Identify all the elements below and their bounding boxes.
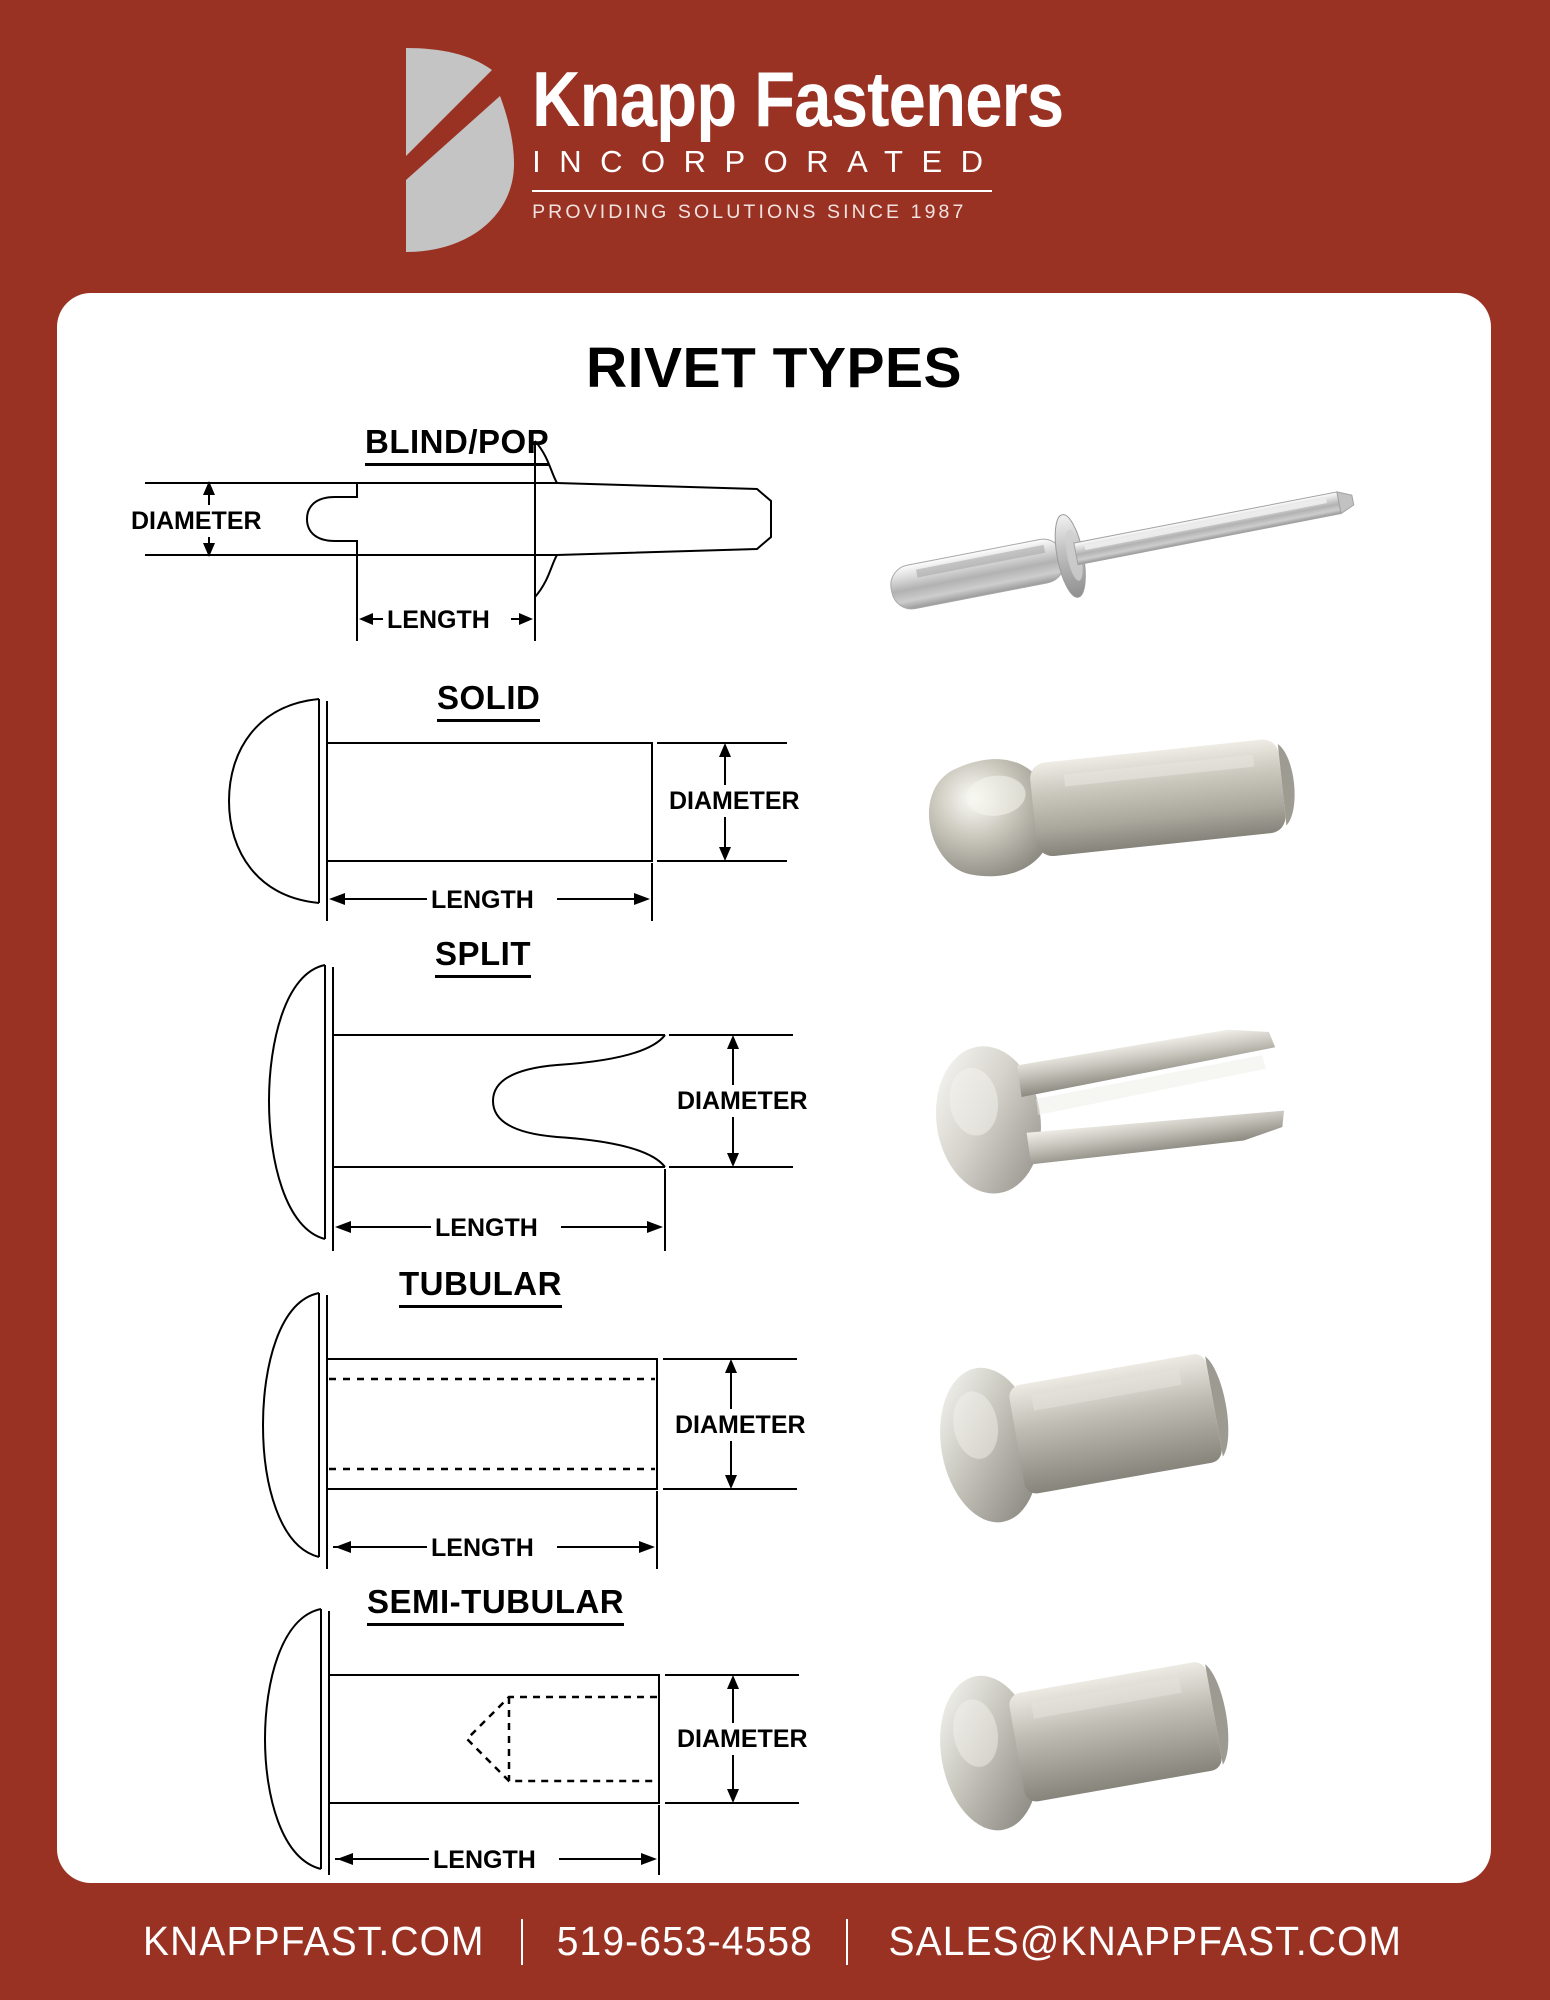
section-title-tubular: TUBULAR — [399, 1265, 562, 1308]
label-diameter-semi-tubular: DIAMETER — [677, 1725, 808, 1753]
logo-wordmark — [532, 44, 1150, 224]
section-split — [57, 935, 1491, 1261]
label-length-split: LENGTH — [435, 1214, 538, 1242]
page-footer — [0, 1883, 1550, 2000]
section-semi-tubular — [57, 1583, 1491, 1877]
label-diameter-split: DIAMETER — [677, 1087, 808, 1115]
label-diameter-blind-pop: DIAMETER — [131, 507, 262, 535]
logo-divider — [532, 190, 992, 192]
section-title-semi-tubular: SEMI-TUBULAR — [367, 1583, 624, 1626]
photo-tubular — [837, 1269, 1437, 1584]
content-card — [57, 293, 1491, 1883]
knapp-d-logo-icon — [400, 44, 518, 256]
photo-solid — [837, 681, 1437, 936]
label-diameter-solid: DIAMETER — [669, 787, 800, 815]
brand-incorporated: INCORPORATED — [532, 143, 1002, 179]
photo-semi-tubular — [837, 1587, 1437, 1882]
section-tubular — [57, 1265, 1491, 1579]
label-diameter-tubular: DIAMETER — [675, 1411, 806, 1439]
page-header — [0, 0, 1550, 290]
brand-tagline: PROVIDING SOLUTIONS SINCE 1987 — [532, 200, 967, 223]
brand-name: Knapp Fasteners — [532, 55, 1064, 143]
footer-website[interactable]: KNAPPFAST.COM — [142, 1918, 485, 1964]
label-length-blind-pop: LENGTH — [387, 606, 490, 634]
footer-email[interactable]: SALES@KNAPPFAST.COM — [888, 1918, 1403, 1964]
section-blind-pop — [57, 423, 1491, 673]
page-title: RIVET TYPES — [585, 336, 963, 400]
photo-blind-pop — [837, 423, 1437, 678]
footer-phone[interactable]: 519-653-4558 — [556, 1918, 813, 1964]
label-length-tubular: LENGTH — [431, 1534, 534, 1562]
section-title-split: SPLIT — [435, 935, 531, 978]
photo-split — [837, 939, 1437, 1266]
company-logo — [400, 44, 1150, 256]
label-length-solid: LENGTH — [431, 886, 534, 914]
footer-divider-2 — [846, 1919, 848, 1965]
section-solid — [57, 681, 1491, 931]
label-length-semi-tubular: LENGTH — [433, 1846, 536, 1874]
section-title-blind-pop: BLIND/POP — [365, 423, 549, 466]
section-title-solid: SOLID — [437, 679, 540, 722]
footer-divider-1 — [521, 1919, 523, 1965]
